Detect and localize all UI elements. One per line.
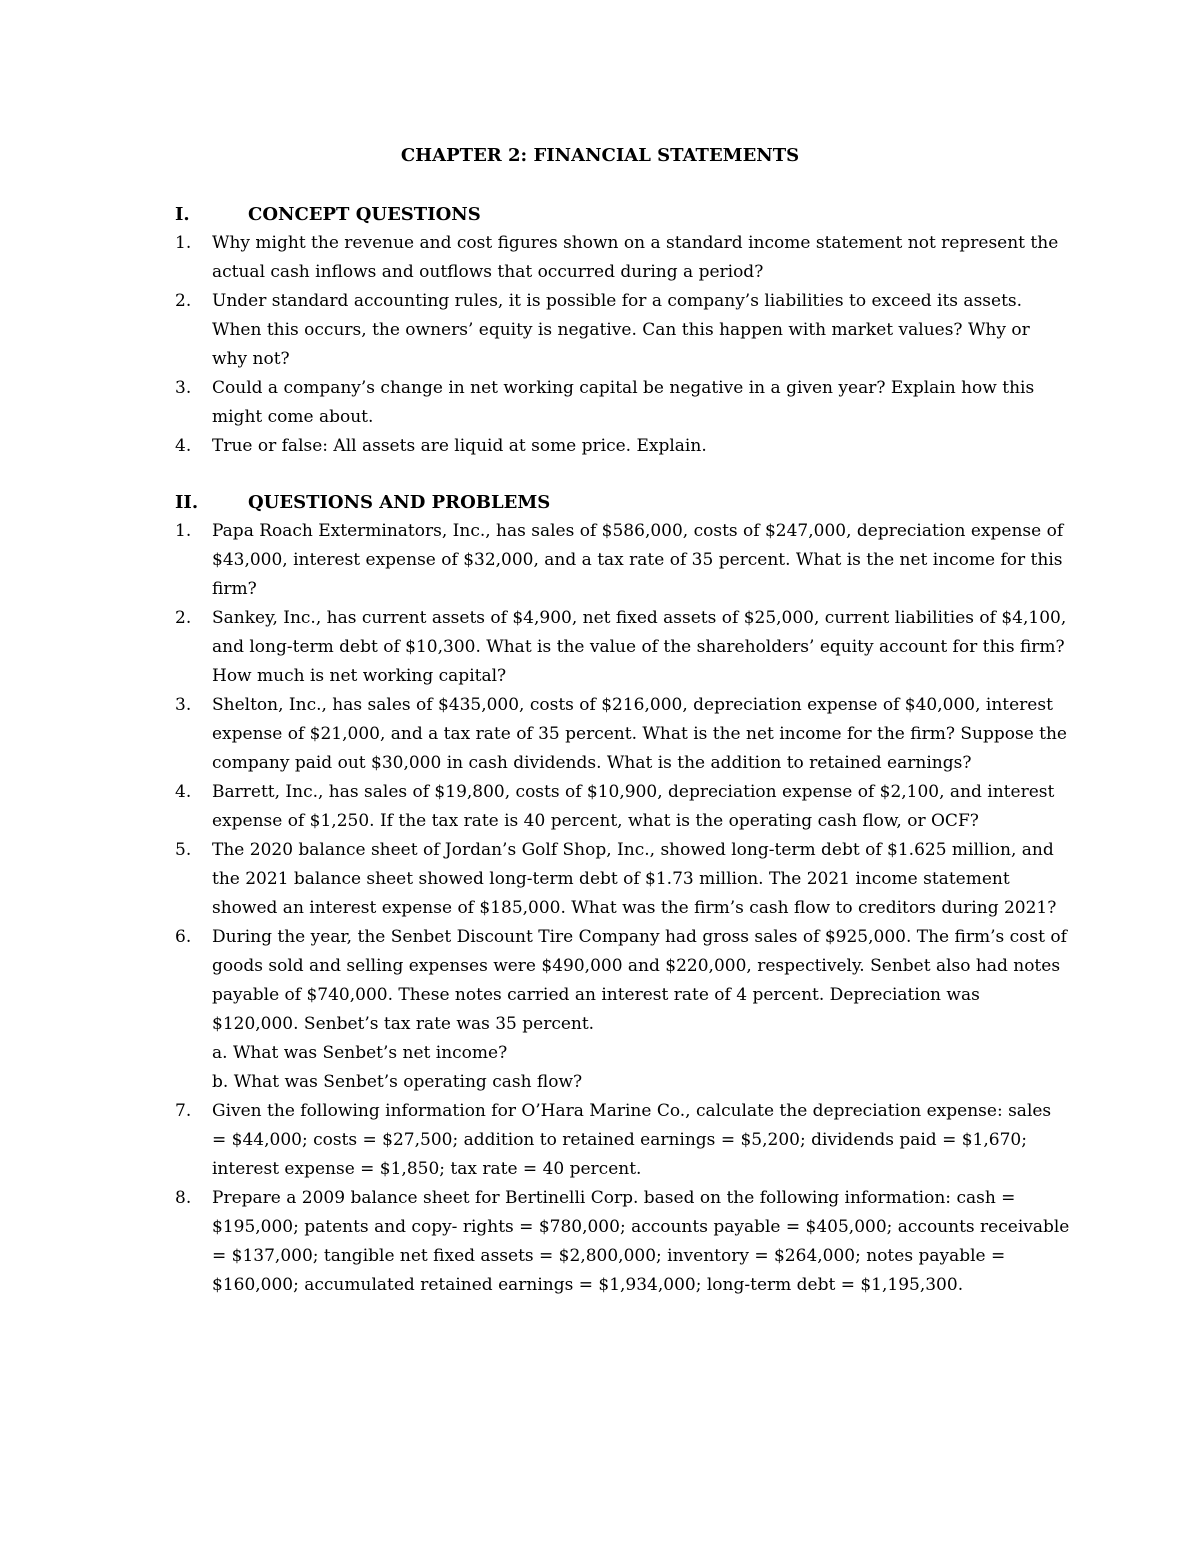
- item-number: 4.: [175, 782, 192, 802]
- sub-question-a: a. What was Senbet’s net income?: [212, 1043, 508, 1063]
- list-item: [175, 432, 1075, 461]
- list-item: [175, 229, 1075, 287]
- item-text: Under standard accounting rules, it is possible for a company’s liabilities to exceed its assets. When this occurs, the owners’ equity is negative. Can this happen with market values? Why or why not?: [212, 291, 1030, 369]
- item-number: 6.: [175, 927, 192, 947]
- item-text: During the year, the Senbet Discount Tire Company had gross sales of $925,000. The firm’s cost of goods sold and selling expenses were $490,000 and $220,000, respectively. Senbet also had notes payable of $740,000. These notes carried an interest rate of 4 percent. Depreciation was $120,000. Senbet’s tax rate was 35 percent.: [212, 927, 1067, 1034]
- section-heading: [175, 200, 1075, 229]
- item-number: 5.: [175, 840, 192, 860]
- item-text: Could a company’s change in net working capital be negative in a given year? Explain how this might come about.: [212, 378, 1035, 427]
- item-text: Given the following information for O’Hara Marine Co., calculate the depreciation expense: sales = $44,000; costs = $27,500; addition to retained earnings = $5,200; dividends paid = $1,670; interest expense = $1,850; tax rate = 40 percent.: [212, 1101, 1052, 1179]
- item-number: 3.: [175, 695, 192, 715]
- item-number: 1.: [175, 521, 192, 541]
- item-number: 7.: [175, 1101, 192, 1121]
- item-number: 2.: [175, 291, 192, 311]
- list-item: [175, 604, 1075, 691]
- list-item: [175, 923, 1075, 1097]
- section-numeral: I.: [175, 204, 190, 225]
- section-questions-and-problems: [175, 488, 1075, 1300]
- list-item: [175, 517, 1075, 604]
- item-number: 4.: [175, 436, 192, 456]
- item-body: [212, 923, 1070, 1097]
- item-text: True or false: All assets are liquid at some price. Explain.: [212, 436, 707, 456]
- item-number: 1.: [175, 233, 192, 253]
- question-list: [175, 229, 1075, 461]
- problem-list: [175, 517, 1075, 1300]
- list-item: [175, 287, 1075, 374]
- section-title: CONCEPT QUESTIONS: [248, 204, 481, 225]
- section-concept-questions: [175, 200, 1075, 461]
- sub-question-b: b. What was Senbet’s operating cash flow?: [212, 1072, 583, 1092]
- section-numeral: II.: [175, 492, 199, 513]
- item-text: The 2020 balance sheet of Jordan’s Golf Shop, Inc., showed long-term debt of $1.625 million, and the 2021 balance sheet showed long-term debt of $1.73 million. The 2021 income statement showed an interest expense of $185,000. What was the firm’s cash flow to creditors during 2021?: [212, 840, 1057, 918]
- list-item: [175, 1097, 1075, 1184]
- list-item: [175, 691, 1075, 778]
- item-text: Papa Roach Exterminators, Inc., has sales of $586,000, costs of $247,000, depreciation expense of $43,000, interest expense of $32,000, and a tax rate of 35 percent. What is the net income for this firm?: [212, 521, 1064, 599]
- item-number: 8.: [175, 1188, 192, 1208]
- item-text: Barrett, Inc., has sales of $19,800, costs of $10,900, depreciation expense of $2,100, and interest expense of $1,250. If the tax rate is 40 percent, what is the operating cash flow, or OCF?: [212, 782, 1055, 831]
- item-text: Sankey, Inc., has current assets of $4,900, net fixed assets of $25,000, current liabilities of $4,100, and long-term debt of $10,300. What is the value of the shareholders’ equity account for this firm? How much is net working capital?: [212, 608, 1067, 686]
- list-item: [175, 374, 1075, 432]
- item-number: 2.: [175, 608, 192, 628]
- item-text: Prepare a 2009 balance sheet for Bertinelli Corp. based on the following information: cash = $195,000; patents and copy- rights = $780,000; accounts payable = $405,000; accounts receivable = $137,000; tangible net fixed assets = $2,800,000; inventory = $264,000; notes payable = $160,000; accumulated retained earnings = $1,934,000; long-term debt = $1,195,300.: [212, 1188, 1070, 1295]
- item-number: 3.: [175, 378, 192, 398]
- item-text: Shelton, Inc., has sales of $435,000, costs of $216,000, depreciation expense of $40,000, interest expense of $21,000, and a tax rate of 35 percent. What is the net income for the firm? Suppose the company paid out $30,000 in cash dividends. What is the addition to retained earnings?: [212, 695, 1067, 773]
- page-title: CHAPTER 2: FINANCIAL STATEMENTS: [400, 145, 800, 166]
- item-text: Why might the revenue and cost figures shown on a standard income statement not represent the actual cash inflows and outflows that occurred during a period?: [212, 233, 1059, 282]
- list-item: [175, 778, 1075, 836]
- list-item: [175, 1184, 1075, 1300]
- list-item: [175, 836, 1075, 923]
- section-heading: [175, 488, 1075, 517]
- section-title: QUESTIONS AND PROBLEMS: [248, 492, 551, 513]
